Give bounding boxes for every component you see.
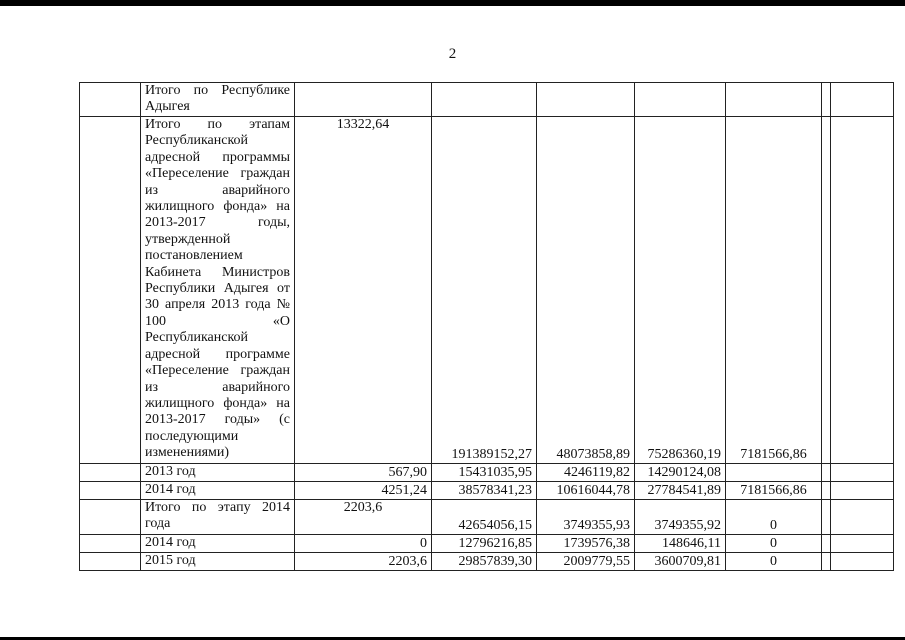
budget-table xyxy=(79,82,894,571)
area-cell: 567,90 xyxy=(295,464,432,482)
value-cell-4: 7181566,86 xyxy=(726,117,822,464)
area-cell: 0 xyxy=(295,535,432,553)
value-cell-2: 3749355,93 xyxy=(537,500,635,535)
value-cell-1: 12796216,85 xyxy=(432,535,537,553)
value-cell-3: 3749355,92 xyxy=(635,500,726,535)
table-row xyxy=(80,464,894,482)
value-cell-4 xyxy=(726,83,822,117)
row-index-cell xyxy=(80,464,141,482)
table-row xyxy=(80,553,894,571)
value-cell-3: 3600709,81 xyxy=(635,553,726,571)
table-row xyxy=(80,535,894,553)
value-cell-5 xyxy=(822,464,831,482)
value-cell-5 xyxy=(822,500,831,535)
value-cell-1: 15431035,95 xyxy=(432,464,537,482)
value-cell-4: 0 xyxy=(726,535,822,553)
value-cell-1 xyxy=(432,83,537,117)
value-cell-3 xyxy=(635,83,726,117)
value-cell-4: 7181566,86 xyxy=(726,482,822,500)
value-cell-2: 2009779,55 xyxy=(537,553,635,571)
area-cell: 2203,6 xyxy=(295,553,432,571)
value-cell-1: 38578341,23 xyxy=(432,482,537,500)
row-index-cell xyxy=(80,553,141,571)
row-name-cell: Итого по этапу 2014 года xyxy=(141,500,295,535)
value-cell-3: 148646,11 xyxy=(635,535,726,553)
value-cell-4 xyxy=(726,464,822,482)
value-cell-2: 10616044,78 xyxy=(537,482,635,500)
page-number: 2 xyxy=(448,46,457,62)
table-row xyxy=(80,482,894,500)
value-cell-5 xyxy=(822,83,831,117)
row-index-cell xyxy=(80,535,141,553)
area-cell: 4251,24 xyxy=(295,482,432,500)
value-cell-1: 29857839,30 xyxy=(432,553,537,571)
scan-border-top xyxy=(0,0,905,6)
row-index-cell xyxy=(80,83,141,117)
value-cell-5 xyxy=(822,482,831,500)
value-cell-6 xyxy=(831,464,894,482)
row-index-cell xyxy=(80,482,141,500)
value-cell-3: 75286360,19 xyxy=(635,117,726,464)
value-cell-6 xyxy=(831,535,894,553)
value-cell-2: 4246119,82 xyxy=(537,464,635,482)
value-cell-6 xyxy=(831,553,894,571)
value-cell-5 xyxy=(822,117,831,464)
value-cell-5 xyxy=(822,535,831,553)
value-cell-6 xyxy=(831,500,894,535)
table-row xyxy=(80,83,894,117)
value-cell-4: 0 xyxy=(726,500,822,535)
value-cell-2: 48073858,89 xyxy=(537,117,635,464)
row-name-cell: 2014 год xyxy=(141,535,295,553)
value-cell-6 xyxy=(831,83,894,117)
row-name-cell: 2014 год xyxy=(141,482,295,500)
row-index-cell xyxy=(80,117,141,464)
value-cell-2 xyxy=(537,83,635,117)
row-name-cell: 2013 год xyxy=(141,464,295,482)
value-cell-1: 191389152,27 xyxy=(432,117,537,464)
value-cell-6 xyxy=(831,482,894,500)
area-cell xyxy=(295,83,432,117)
value-cell-5 xyxy=(822,553,831,571)
row-name-cell: Итого по Республике Адыгея xyxy=(141,83,295,117)
table-row xyxy=(80,117,894,464)
value-cell-3: 27784541,89 xyxy=(635,482,726,500)
value-cell-2: 1739576,38 xyxy=(537,535,635,553)
row-name-cell: 2015 год xyxy=(141,553,295,571)
area-cell: 2203,6 xyxy=(295,500,432,535)
value-cell-3: 14290124,08 xyxy=(635,464,726,482)
row-name-cell: Итого по этапам Республиканской адресной программы «Переселение граждан из аварийного жилищного фонда» на 2013-2017 годы, утвержденной постановлением Кабинета Министров Республики Адыгея от 30 апреля 2013 года № 100 «О Республиканской адресной программе «Переселение граждан из аварийного жилищного фонда» на 2013-2017 годы» (с последующими изменениями) xyxy=(141,117,295,464)
area-cell: 13322,64 xyxy=(295,117,432,464)
table-row xyxy=(80,500,894,535)
value-cell-4: 0 xyxy=(726,553,822,571)
value-cell-1: 42654056,15 xyxy=(432,500,537,535)
value-cell-6 xyxy=(831,117,894,464)
row-index-cell xyxy=(80,500,141,535)
